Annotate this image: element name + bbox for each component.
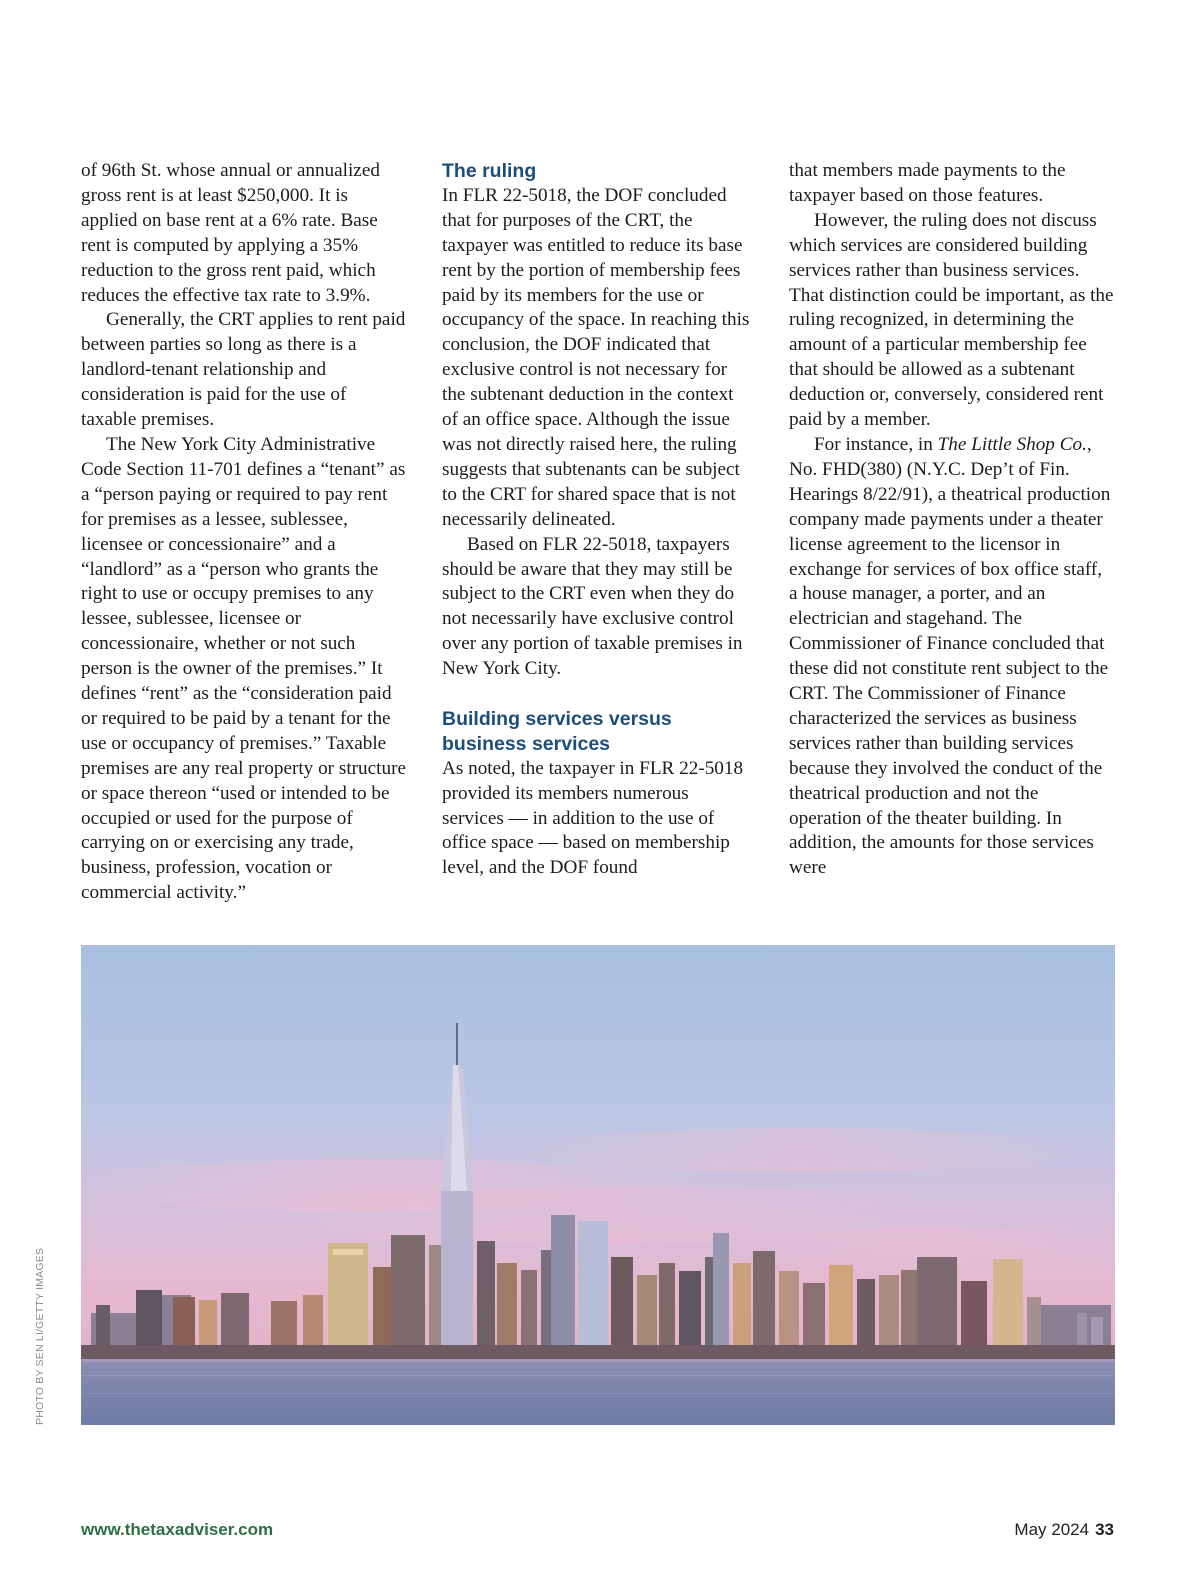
paragraph: In FLR 22-5018, the DOF concluded that for purposes of the CRT, the taxpayer was entitled to reduce its base rent by the portion of membership fees paid by its members for the use or occupancy of the space. In reaching this conclusion, the DOF indicated that exclusive control is not necessary for the subtenant deduction in the context of an office space. Although the issue was not directly raised here, the ruling suggests that subtenants can be subject to the CRT for shared space that is not necessarily delineated. [442,184,750,530]
case-name: The Little Shop Co. [937,433,1087,455]
text-column-1 [81,159,406,906]
skyline-photo [81,945,1115,1425]
paragraph [789,433,1114,881]
footer-website-link[interactable]: www.thetaxadviser.com [81,1520,274,1539]
paragraph: As noted, the taxpayer in FLR 22-5018 provided its members numerous services — in addition to the use of office space — based on membership level, and the DOF found [442,757,744,879]
section-heading: Building services versus business services [442,707,672,755]
paragraph: Generally, the CRT applies to rent paid between parties so long as there is a landlord-tenant relationship and consideration is paid for the use of taxable premises. [81,309,406,431]
text-column-3 [789,159,1114,881]
footer-issue-info [1014,1520,1114,1540]
paragraph: However, the ruling does not discuss which services are considered building services rather than business services. That distinction could be important, as the ruling recognized, in determining the amount of a particular membership fee that should be allowed as a subtenant deduction or, conversely, considered rent paid by a member. [789,209,1114,431]
paragraph: that members made payments to the taxpayer based on those features. [789,160,1066,206]
section-heading: The ruling [442,160,537,182]
text-run: , No. FHD(380) (N.Y.C. Dep’t of Fin. Hearings 8/22/91), a theatrical production company made payments under a theater license agreement to the licensor in exchange for services of box office staff, a house manager, a porter, and an electrician and stagehand. The Commissioner of Finance concluded that these did not constitute rent subject to the CRT. The Commissioner of Finance characterized the services as business services rather than building services because they involved the conduct of the theatrical production and not the operation of the theater building. In addition, the amounts for those services were [789,433,1111,879]
photo-credit: PHOTO BY SEN LI/GETTY IMAGES [34,1247,46,1425]
paragraph: of 96th St. whose annual or annualized gross rent is at least $250,000. It is applied on base rent at a 6% rate. Base rent is computed by applying a 35% reduction to the gross rent paid, which reduces the effective tax rate to 3.9%. [81,160,380,306]
paragraph: The New York City Administrative Code Section 11-701 defines a “tenant” as a “person paying or required to pay rent for premises as a lessee, sublessee, licensee or concessionaire” and a “landlord” as a “person who grants the right to use or occupy premises to any lessee, sublessee, licensee or concessionaire, whether or not such person is the owner of the premises.” It defines “rent” as the “consideration paid or required to be paid by a tenant for the use or occupancy of premises.” Taxable premises are any real property or structure or space thereon “used or intended to be occupied or used for the purpose of carrying on or exercising any trade, business, profession, vocation or commercial activity.” [81,433,406,904]
issue-date: May 2024 [1014,1520,1090,1539]
text-column-2 [442,159,754,881]
page-number: 33 [1095,1520,1114,1539]
text-run: For instance, in [814,433,938,455]
paragraph: Based on FLR 22-5018, taxpayers should be aware that they may still be subject to the CRT even when they do not necessarily have exclusive control over any portion of taxable premises in New York City. [442,533,743,680]
